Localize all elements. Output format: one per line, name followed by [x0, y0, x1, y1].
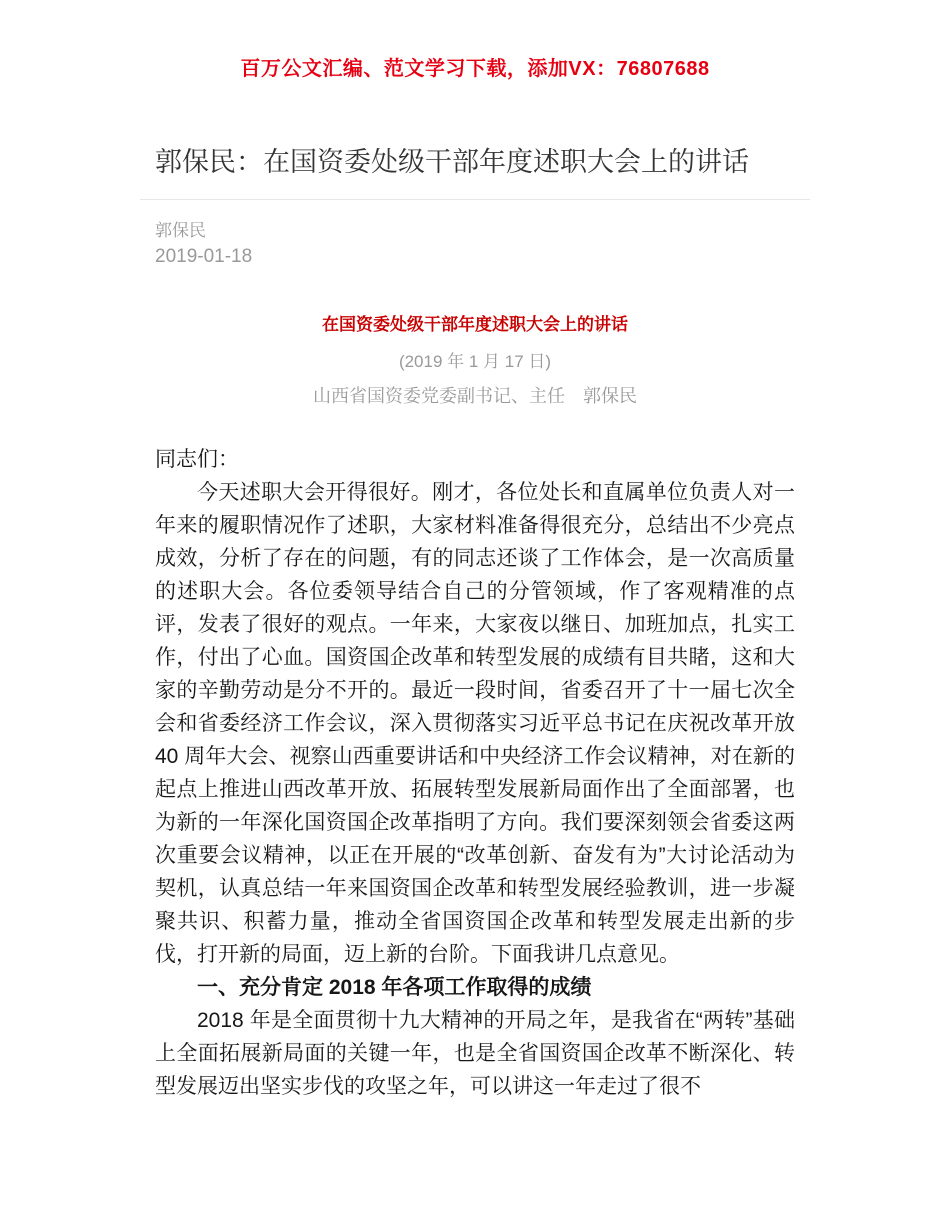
- document-date: (2019 年 1 月 17 日): [398, 352, 552, 372]
- article-content: [155, 143, 795, 1103]
- document-body: [155, 443, 795, 1103]
- page-title: 郭保民：在国资委处级干部年度述职大会上的讲话: [155, 147, 749, 177]
- publish-date: 2019-01-18: [155, 246, 253, 268]
- body-paragraph: 今天述职大会开得很好。刚才，各位处长和直属单位负责人对一年来的履职情况作了述职，大家材料准备得很充分，总结出不少亮点成效，分析了存在的问题，有的同志还谈了工作体会，是一次高质量的述职大会。各位委领导结合自己的分管领域，作了客观精准的点评，发表了很好的观点。一年来，大家夜以继日、加班加点，扎实工作，付出了心血。国资国企改革和转型发展的成绩有目共睹，这和大家的辛勤劳动是分不开的。最近一段时间，省委召开了十一届七次全会和省委经济工作会议，深入贯彻落实习近平总书记在庆祝改革开放 40 周年大会、视察山西重要讲话和中央经济工作会议精神，对在新的起点上推进山西改革开放、拓展转型发展新局面作出了全面部署，也为新的一年深化国资国企改革指明了方向。我们要深刻领会省委这两次重要会议精神，以正在开展的“改革创新、奋发有为”大讨论活动为契机，认真总结一年来国资国企改革和转型发展经验教训，进一步凝聚共识、积蓄力量，推动全省国资国企改革和转型发展走出新的步伐，打开新的局面，迈上新的台阶。下面我讲几点意见。: [155, 481, 795, 967]
- document-title: 在国资委处级干部年度述职大会上的讲话: [322, 315, 628, 335]
- article-meta: [155, 218, 795, 271]
- body-paragraph: 2018 年是全面贯彻十九大精神的开局之年，是我省在“两转”基础上全面拓展新局面的关键一年，也是全省国资国企改革不断深化、转型发展迈出坚实步伐的攻坚之年，可以讲这一年走过了很不: [155, 1009, 795, 1099]
- title-divider: [140, 199, 810, 200]
- document-byline: 山西省国资委党委副书记、主任 郭保民: [313, 386, 637, 407]
- salutation-paragraph: 同志们：: [155, 448, 239, 472]
- section-heading: 一、充分肯定 2018 年各项工作取得的成绩: [197, 976, 592, 1000]
- author-name: 郭保民: [155, 221, 206, 241]
- promo-banner-text: 百万公文汇编、范文学习下载，添加VX：76807688: [240, 58, 710, 80]
